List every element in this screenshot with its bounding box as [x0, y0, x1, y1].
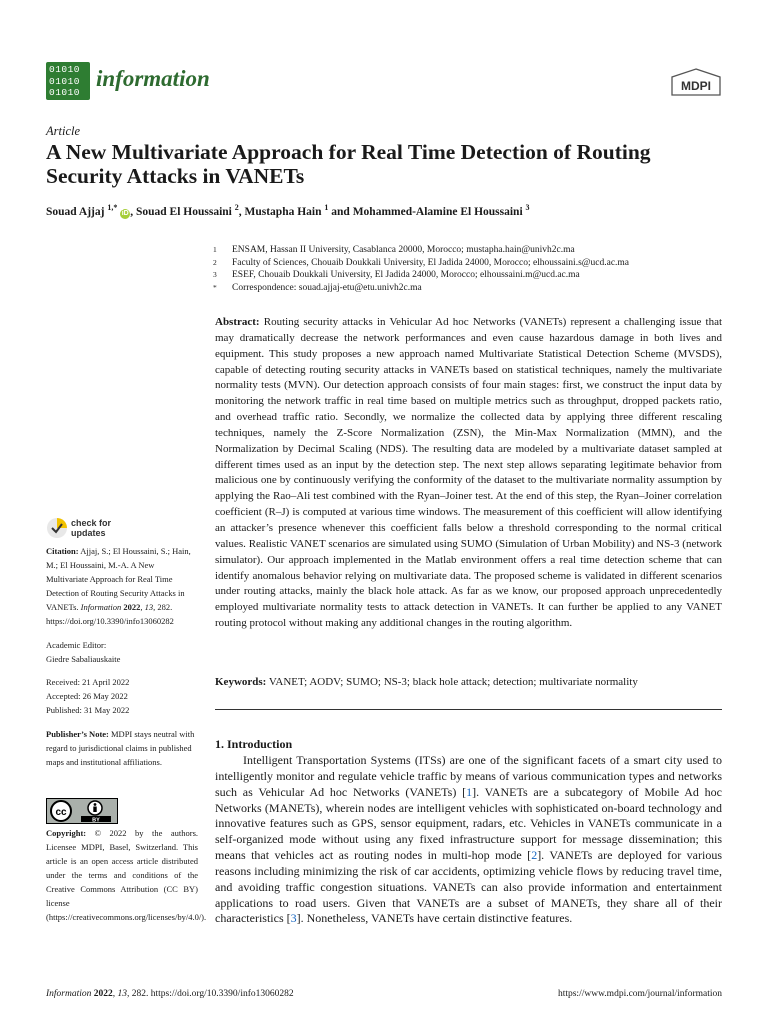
- footer-citation: Information 2022, 13, 282. https://doi.org/10.3390/info13060282: [46, 989, 294, 999]
- mdpi-logo: [670, 68, 722, 96]
- keywords-label: Keywords:: [215, 676, 267, 688]
- dates: Received: 21 April 2022 Accepted: 26 May 2022 Published: 31 May 2022: [46, 677, 130, 715]
- svg-text:cc: cc: [55, 807, 67, 818]
- journal-logo: 01010 01010 01010: [46, 62, 90, 100]
- journal-name: information: [96, 66, 210, 91]
- journal-header: [46, 62, 722, 104]
- abstract-text: Routing security attacks in Vehicular Ad hoc Networks (VANETs) represent a challenging issue that may dramatically decrease the network performances and even cause hazardous damage in both lives and equipment. This study proposes a new approach named Multivariate Statistical Detection Scheme (MVSDS), capable of detecting routing security attacks in VANETs based on statistical techniques, namely the multivariate normality tests (MVN). Our detection approach consists of four main stages: first, we construct the input data by monitoring the network traffic in real time based on multiple metrics such as throughput, dropped packets ratio, and overhead traffic ratio. Secondly, we normalize the collected data by applying three different rescaling techniques, namely the Z-Score Normalization (ZSN), the Min-Max Normalization (MMN), and the Normalization by Decimal Scaling (NDS). The resulting data are modeled by a multivariate dataset sampled at different times used as an input by the detection step. The next step allows separating legitimate behavior from malicious one by continuously verifying the conformity of the dataset to the multivariate normality assumption by applying the Rao–Ali test combined with the Ryan–Joiner test. At the end of this step, the Ryan–Joiner correlation coefficient (R–J) is computed at various time windows. The measurement of this coefficient will allow identifying an attacker’s presence whenever this coefficient falls below a threshold corresponding to the normal critical values. Realistic VANET scenarios are simulated using SUMO (Simulation of Urban Mobility) and NS-3 (network simulator). Our approach implemented in the Matlab environment offers a real time detection scheme that can identify anomalous behavior relying on multivariate data. The proposed scheme is validated in different scenarios under routing attacks, mainly the black hole attack. As far as we know, our proposed approach unprecedentedly employed multivariate normality tests to attack detection in VANETs. It can further be applied to any VANET routing protocol without making any additional changes in the routing algorithm.: [215, 316, 723, 630]
- correspondence: * Correspondence: souad.ajjaj-etu@etu.univh2c.ma: [213, 282, 422, 293]
- article-type: Article: [46, 124, 81, 138]
- journal-url-link[interactable]: https://www.mdpi.com/journal/information: [557, 989, 722, 999]
- affiliation-item: 1 ENSAM, Hassan II University, Casablanca 20000, Morocco; mustapha.hain@univh2c.ma: [213, 245, 575, 255]
- author-list: Souad Ajjaj $^{1,*}$ iD , Souad El Houssaini $^2$, Mustapha Hain $^1$ and Mohammed-Alamine El Houssaini $^3$: [46, 203, 530, 218]
- section-heading: 1. Introduction: [215, 737, 293, 751]
- academic-editor: Academic Editor: Giedre Sabaliauskaite: [46, 640, 121, 664]
- publisher-note: Publisher’s Note: MDPI stays neutral with regard to jurisdictional claims in published maps and institutional affiliations.: [46, 729, 195, 767]
- article-title: A New Multivariate Approach for Real Time Detection of Routing Security Attacks in VANETs: [46, 140, 651, 188]
- check-updates-icon: [46, 517, 68, 539]
- keywords: [215, 676, 722, 688]
- check-for-updates-button[interactable]: check for updates: [46, 517, 156, 541]
- cc-by-license-badge[interactable]: [46, 798, 118, 824]
- author-name[interactable]: Mustapha Hain: [244, 205, 322, 218]
- citation-link[interactable]: 3: [290, 911, 297, 926]
- abstract: [215, 315, 722, 632]
- paragraph: Intelligent Transportation Systems (ITSs) are one of the significant facets of a smart city used to intelligently monitor and regulate vehicle traffic by means of various communication types and networks such as Vehicular Ad hoc Networks (VANETs) [1]. VANETs are a subcategory of Mobile Ad hoc Networks (MANETs), wherein nodes are intelligent vehicles with sophisticated on-board technology and innovative features such as GPS, sensor equipment, radars, etc. Vehicles in VANETs communicate in a self-organized mode without using any fixed infrastructure support for message dissemination; this means that vehicles act as routing nodes in multi-hop mode [2]. VANETs are deployed for various reasons including minimizing the risk of car accidents, optimizing vehicle flows by reducing travel time, and avoiding traffic congestion situations. VANETs can also provide information and entertainment applications to road users. Given that VANETs are a subset of MANETs, they share all of their characteristics [3]. Nonetheless, VANETs have certain distinctive features.: [215, 753, 722, 926]
- abstract-label: Abstract:: [215, 316, 260, 328]
- affiliation-item: 2 Faculty of Sciences, Chouaib Doukkali University, El Jadida 24000, Morocco; elhoussaini.s@ucd.ac.ma: [213, 257, 630, 268]
- author-name[interactable]: Souad El Houssaini: [135, 205, 232, 218]
- svg-text:MDPI: MDPI: [681, 79, 711, 93]
- cc-by-icon: [47, 799, 117, 823]
- copyright-notice: Copyright: © 2022 by the authors. Licensee MDPI, Basel, Switzerland. This article is an open access article distributed under the terms and conditions of the Creative Commons Attribution (CC BY) license (https://creativecommons.org/licenses/by/4.0/).: [46, 828, 207, 922]
- svg-text:BY: BY: [92, 817, 100, 823]
- doi-link[interactable]: https://doi.org/10.3390/info13060282: [46, 616, 174, 626]
- author-name[interactable]: Mohammed-Alamine El Houssaini: [352, 205, 523, 218]
- affiliations: [213, 244, 723, 294]
- citation-link[interactable]: 2: [531, 848, 538, 863]
- introduction-text: [215, 753, 722, 927]
- citation-link[interactable]: 1: [466, 784, 473, 799]
- page-footer: [46, 989, 722, 999]
- keywords-text: VANET; AODV; SUMO; NS-3; black hole attack; detection; multivariate normality: [268, 676, 638, 688]
- orcid-icon[interactable]: iD: [121, 209, 129, 217]
- citation-block: Citation: Ajjaj, S.; El Houssaini, S.; Hain, M.; El Houssaini, M.-A. A New Multivariate Approach for Real Time Detection of Routing Security Attacks in VANETs. Information 2022, 13, 282. https://doi.org/10.3390/info13060282: [46, 546, 191, 626]
- author-name[interactable]: Souad Ajjaj: [46, 205, 105, 218]
- divider: [215, 709, 722, 710]
- affiliation-item: 3 ESEF, Chouaib Doukkali University, El Jadida 24000, Morocco; elhoussaini.m@ucd.ac.ma: [213, 270, 580, 281]
